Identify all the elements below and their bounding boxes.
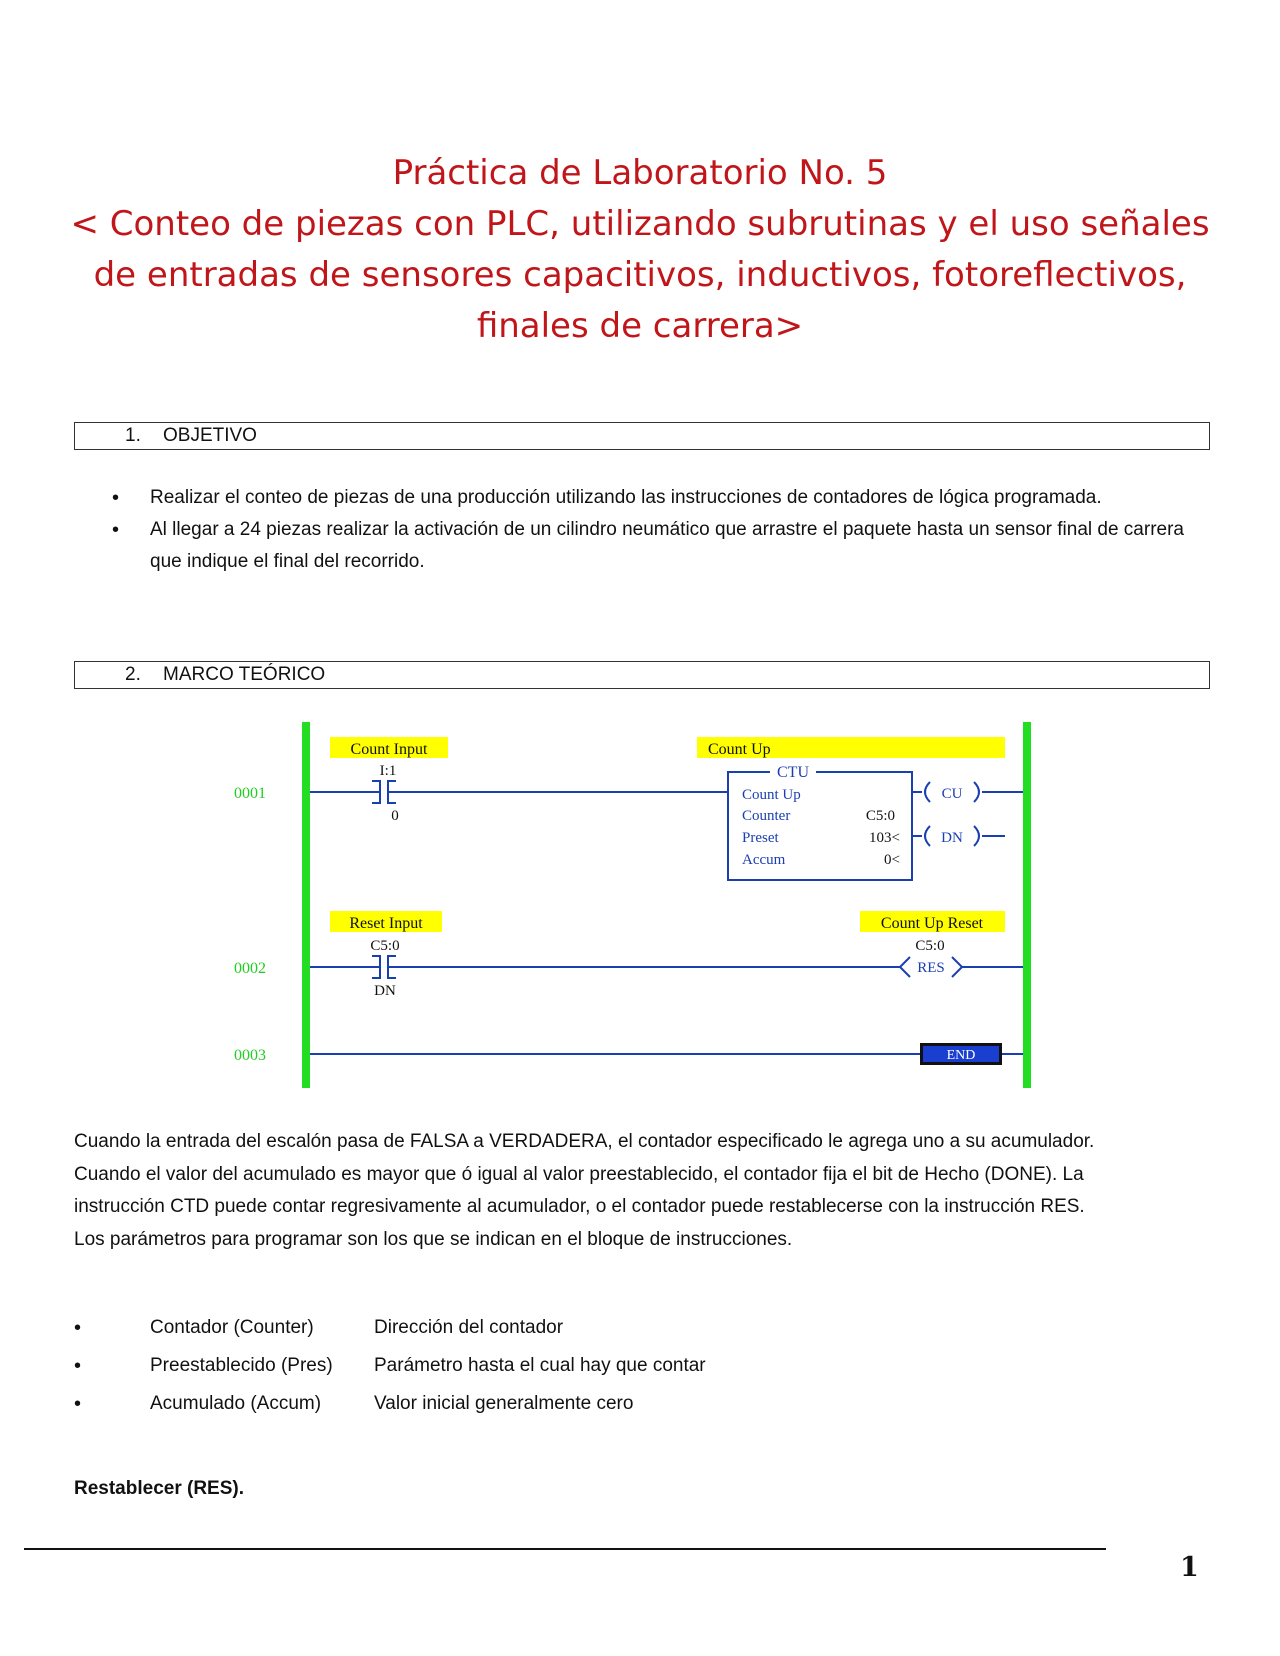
description-paragraph [74,1126,1214,1256]
definition-desc: Valor inicial generalmente cero [374,1393,634,1414]
reset-input-bit: DN [374,983,396,999]
reset-input-label: Reset Input [349,915,423,932]
dn-coil-label: DN [941,830,963,846]
title-line-4: finales de carrera> [476,306,804,346]
count-input-address: I:1 [379,763,397,779]
bullet-icon: • [112,487,120,509]
bullet-icon: • [74,1317,82,1339]
paragraph-line: Cuando la entrada del escalón pasa de FALSA a VERDADERA, el contador especificado le agrega uno a su acumulador. [74,1131,1095,1152]
definition-term: Contador (Counter) [150,1317,314,1338]
count-up-label: Count Up [708,741,771,758]
right-power-rail [1023,722,1031,1088]
ctu-row-value: 103< [869,830,900,846]
list-item-text: Al llegar a 24 piezas realizar la activación de un cilindro neumático que arrastre el paquete hasta un sensor final de carrera que indique el final del recorrido. [150,519,1184,572]
count-input-bit: 0 [391,808,399,824]
title-line-3: de entradas de sensores capacitivos, inductivos, fotoreflectivos, [93,255,1187,295]
ctu-row-value: 0< [884,852,900,868]
section-number: 2. [125,664,141,685]
title-line-1: Práctica de Laboratorio No. 5 [392,153,888,193]
section-label: MARCO TEÓRICO [163,664,326,685]
count-up-reset-label: Count Up Reset [880,915,984,932]
definition-term: Preestablecido (Pres) [150,1355,333,1376]
title-line-2: < Conteo de piezas con PLC, utilizando subrutinas y el uso señales [70,204,1210,244]
paragraph-line: Los parámetros para programar son los que se indican en el bloque de instrucciones. [74,1228,793,1250]
page-number: 1 [1180,1552,1199,1583]
ctu-row-name: Preset [742,830,779,846]
count-input-label: Count Input [350,741,428,758]
ctu-row-value: C5:0 [865,808,895,824]
rung-number: 0003 [234,1047,266,1064]
definition-desc: Dirección del contador [374,1317,564,1338]
res-address: C5:0 [915,938,945,954]
paragraph-line: instrucción CTD puede contar regresivamente al acumulador, o el contador puede restablecerse con la instrucción RES. [74,1196,1085,1217]
res-heading: Restablecer (RES). [74,1478,245,1499]
res-coil-label: RES [917,960,945,976]
ctu-row-name: Accum [742,852,786,868]
definition-desc: Parámetro hasta el cual hay que contar [374,1355,706,1376]
section-label: OBJETIVO [163,425,257,446]
cu-coil-label: CU [941,786,963,802]
end-instruction-label: END [946,1048,976,1063]
list-item-text: Realizar el conteo de piezas de una producción utilizando las instrucciones de contadores de lógica programada. [150,487,1102,508]
definition-term: Acumulado (Accum) [150,1393,322,1414]
ctu-title: CTU [777,764,809,781]
reset-input-address: C5:0 [370,938,400,954]
bullet-icon: • [112,519,120,541]
paragraph-line: Cuando el valor del acumulado es mayor que ó igual al valor preestablecido, el contador fija el bit de Hecho (DONE). La [74,1163,1084,1185]
rung-number: 0001 [234,785,266,802]
bullet-icon: • [74,1393,82,1415]
left-power-rail [302,722,310,1088]
ctu-row-name: Count Up [742,787,801,803]
footer-divider [24,1548,1106,1550]
bullet-icon: • [74,1355,82,1377]
ctu-row-name: Counter [742,808,791,824]
rung-number: 0002 [234,960,266,977]
section-number: 1. [125,425,141,446]
